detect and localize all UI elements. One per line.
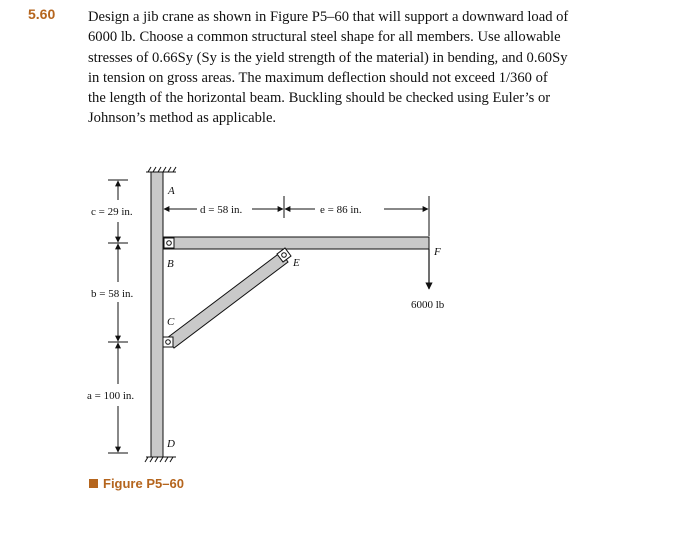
dimension-e: e = 86 in. — [320, 204, 362, 216]
horizontal-dimensions — [163, 196, 429, 236]
problem-line: Johnson’s method as applicable. — [88, 110, 277, 127]
ground-support-top — [146, 167, 176, 172]
point-label-c: C — [167, 316, 175, 328]
point-label-f: F — [434, 246, 441, 258]
dimension-b: b = 58 in. — [91, 288, 134, 300]
horizontal-beam — [163, 237, 429, 249]
figure-caption — [89, 476, 184, 491]
problem-number: 5.60 — [28, 6, 56, 22]
problem-line: 6000 lb. Choose a common structural steel shape for all members. Use allowable — [88, 29, 561, 46]
figure-caption-text: Figure P5–60 — [103, 476, 184, 491]
pin-joint-b — [164, 238, 174, 248]
point-label-b: B — [167, 258, 174, 270]
dimension-c: c = 29 in. — [91, 206, 133, 218]
problem-line: the length of the horizontal beam. Buckling should be checked using Euler’s or — [88, 90, 551, 107]
problem-line: stresses of 0.66Sy (Sy is the yield strength of the material) in bending, and 0.60Sy — [88, 49, 568, 66]
load-label: 6000 lb — [411, 299, 445, 311]
ground-support-bottom — [145, 457, 176, 462]
vertical-column — [151, 172, 163, 457]
dimension-d: d = 58 in. — [200, 204, 243, 216]
point-label-d: D — [167, 438, 175, 450]
dimension-a: a = 100 in. — [87, 390, 135, 402]
point-label-a: A — [168, 185, 175, 197]
pin-joint-c — [163, 337, 173, 347]
problem-line: in tension on gross areas. The maximum deflection should not exceed 1/360 of — [88, 69, 548, 86]
point-label-e: E — [293, 257, 300, 269]
caption-square-icon — [89, 479, 98, 488]
diagonal-brace — [167, 252, 288, 348]
problem-line: Design a jib crane as shown in Figure P5–60 that will support a downward load of — [88, 9, 569, 25]
vertical-dimensions — [108, 180, 128, 453]
